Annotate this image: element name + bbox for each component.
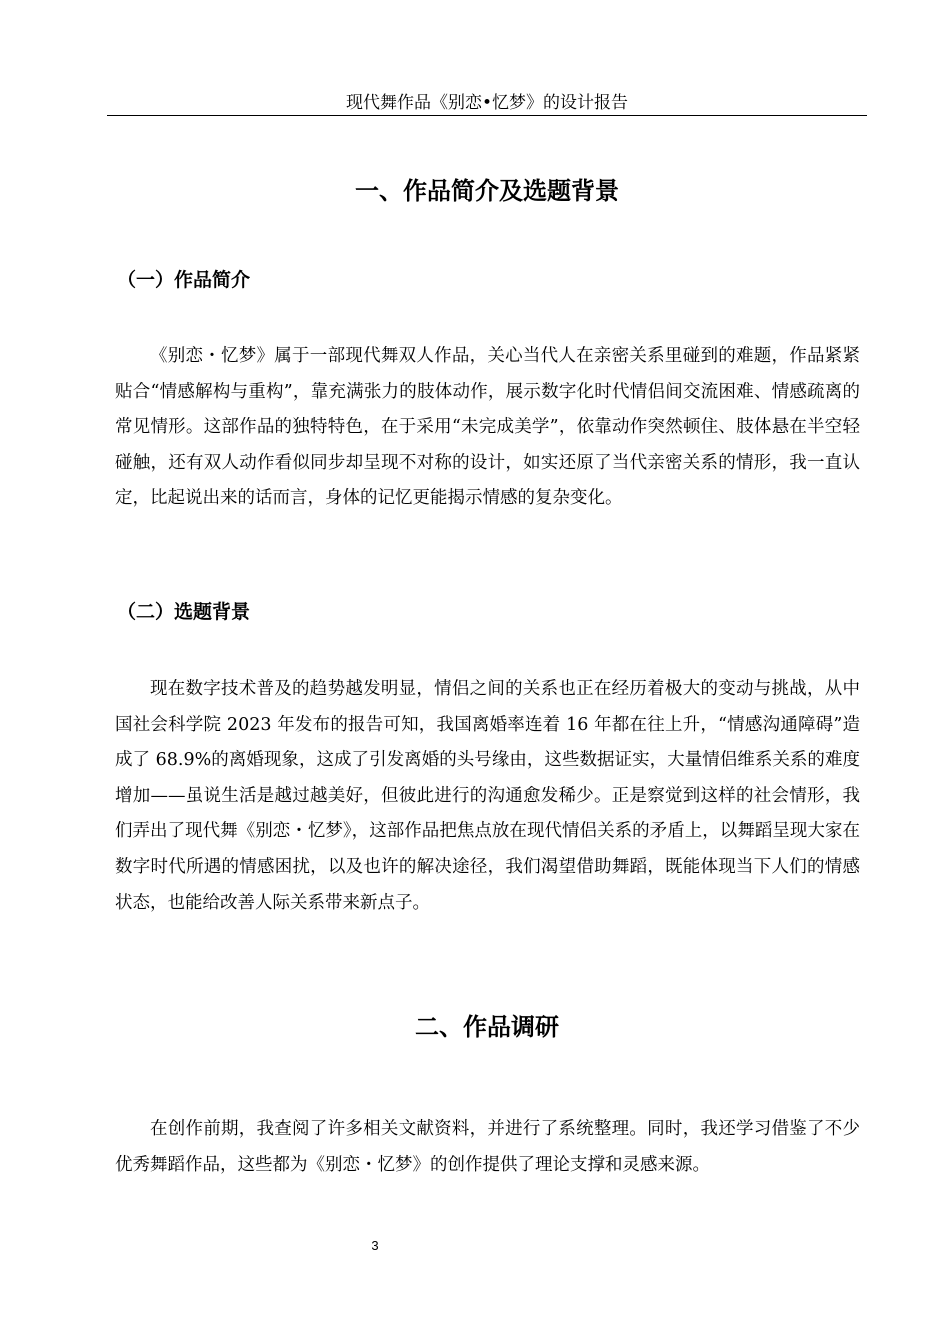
section-title-introduction: （一）作品简介: [117, 269, 251, 291]
paragraph-research: 在创作前期，我查阅了许多相关文献资料，并进行了系统整理。同时，我还学习借鉴了不少优秀舞蹈作品，这些都为《别恋・忆梦》的创作提供了理论支撑和灵感来源。: [115, 1119, 860, 1175]
paragraph-introduction: 《别恋・忆梦》属于一部现代舞双人作品，关心当代人在亲密关系里碰到的难题，作品紧紧贴合“情感解构与重构”，靠充满张力的肢体动作，展示数字化时代情侣间交流困难、情感疏离的常见情形。这部作品的独特特色，在于采用“未完成美学”，依靠动作突然顿住、肢体悬在半空轻碰触，还有双人动作看似同步却呈现不对称的设计，如实还原了当代亲密关系的情形，我一直认定，比起说出来的话而言，身体的记忆更能揭示情感的复杂变化。: [115, 346, 860, 509]
page-number: 3: [371, 1238, 379, 1253]
section-title-background: （二）选题背景: [117, 601, 251, 623]
running-header: 现代舞作品《别恋•忆梦》的设计报告: [345, 93, 629, 113]
chapter-title-research: 二、作品调研: [415, 1013, 559, 1041]
header-rule: [107, 115, 867, 116]
paragraph-background: 现在数字技术普及的趋势越发明显，情侣之间的关系也正在经历着极大的变动与挑战，从中国社会科学院 2023 年发布的报告可知，我国离婚率连着 16 年都在往上升，“情感沟通障碍”造成了 68.9%的离婚现象，这成了引发离婚的头号缘由，这些数据证实，大量情侣维系关系的难度增加——虽说生活是越过越美好，但彼此进行的沟通愈发稀少。正是察觉到这样的社会情形，我们弄出了现代舞《别恋・忆梦》，这部作品把焦点放在现代情侣关系的矛盾上，以舞蹈呈现大家在数字时代所遇的情感困扰，以及也许的解决途径，我们渴望借助舞蹈，既能体现当下人们的情感状态，也能给改善人际关系带来新点子。: [115, 679, 860, 913]
chapter-title-intro: 一、作品简介及选题背景: [355, 177, 619, 205]
